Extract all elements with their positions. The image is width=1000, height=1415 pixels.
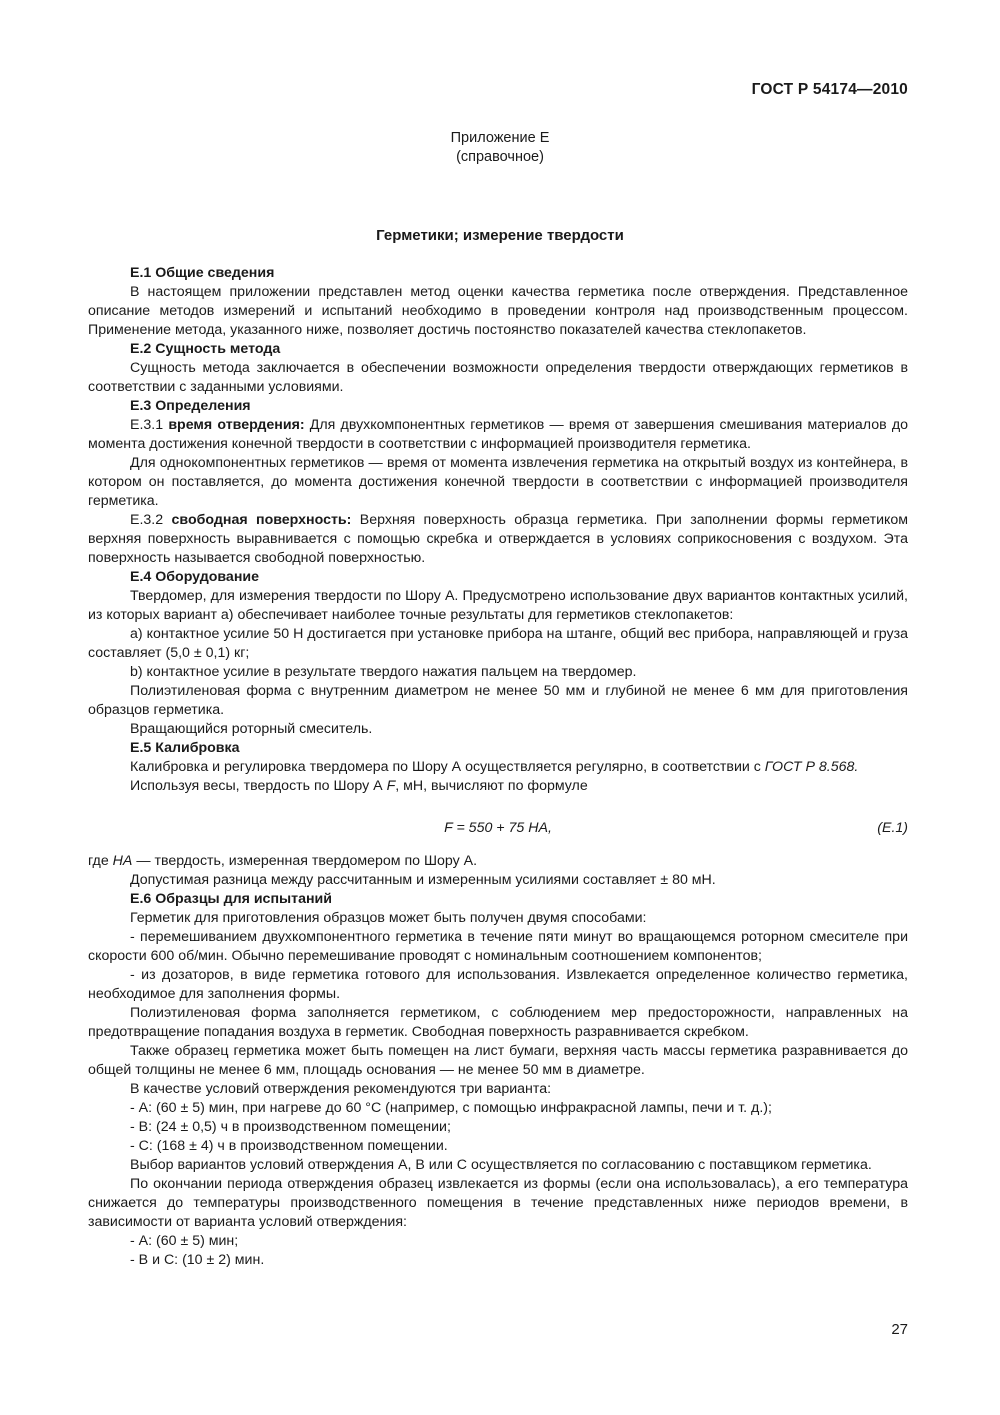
section-heading: Е.2 Сущность метода [130,341,281,357]
definition-text: Для двухкомпонентных герметиков — время от завершения смешивания материалов до момента достижения конечной твердости в соответствии с информацией производителя герметика. [88,417,908,452]
paragraph: Для однокомпонентных герметиков — время от момента извлечения герметика на открытый воздух из контейнера, в котором он поставляется, до момента достижения конечной твердости в соответствии с информацией производителя герметика. [88,455,908,509]
list-item: - из дозаторов, в виде герметика готового для использования. Извлекается определенное количество герметика, необходимое для заполнения формы. [88,967,908,1002]
definition-number: Е.3.1 [130,417,169,433]
paragraph: Полиэтиленовая форма заполняется герметиком, с соблюдением мер предосторожности, направленных на предотвращение попадания воздуха в герметик. Свободная поверхность разравнивается скребком. [88,1005,908,1040]
document-title: Герметики; измерение твердости [376,227,624,244]
text-run: где [88,853,113,869]
paragraph: Твердомер, для измерения твердости по Шору А. Предусмотрено использование двух вариантов контактных усилий, из которых вариант а) обеспечивает наиболее точные результаты для герметиков стеклопакетов: [88,588,908,623]
paragraph [88,758,908,777]
list-item: - С: (168 ± 4) ч в производственном помещении. [130,1138,448,1154]
document-body [88,264,908,1270]
section-heading: Е.5 Калибровка [130,740,240,756]
definition [88,511,908,568]
section-heading: Е.4 Оборудование [130,569,259,585]
list-item: - В: (24 ± 0,5) ч в производственном помещении; [130,1119,451,1135]
formula-block [88,819,908,838]
definition-term: время отвердения: [168,417,305,433]
variable: F [386,778,396,794]
annex-header [0,129,1000,167]
standard-designation: ГОСТ Р 54174—2010 [751,81,908,98]
paragraph: В качестве условий отверждения рекомендуются три варианта: [130,1081,552,1097]
definition-text: Верхняя поверхность образца герметика. При заполнении формы герметиком верхняя поверхность выравнивается с помощью скребка и отверждается в условиях соприкосновения с воздухом. Эта поверхность называется свободной поверхностью. [88,512,908,566]
list-item: b) контактное усилие в результате твердого нажатия пальцем на твердомер. [130,664,637,680]
formula-number: (Е.1) [877,820,908,836]
formula: F = 550 + 75 HA, [444,820,552,836]
annex-title: Приложение Е [450,130,550,146]
paragraph: Выбор вариантов условий отверждения А, В или С осуществляется по согласованию с поставщиком герметика. [130,1157,872,1173]
text-run: — твердость, измеренная твердомером по Шору А. [132,853,478,869]
section-heading: Е.6 Образцы для испытаний [130,891,332,907]
paragraph: Вращающийся роторный смеситель. [130,721,373,737]
list-item: - А: (60 ± 5) мин; [130,1233,239,1249]
text-run: Калибровка и регулировка твердомера по Шору А осуществляется регулярно, в соответствии с [130,759,765,775]
list-item: - В и С: (10 ± 2) мин. [130,1252,265,1268]
text-run: Используя весы, твердость по Шору А [130,778,387,794]
paragraph [88,852,908,871]
paragraph: Полиэтиленовая форма с внутренним диаметром не менее 50 мм и глубиной не менее 6 мм для приготовления образцов герметика. [88,683,908,718]
paragraph: В настоящем приложении представлен метод оценки качества герметика после отверждения. Представленное описание методов измерений и испытаний необходимо в проведении контроля над производственным процессом. Применение метода, указанного ниже, позволяет достичь постоянство показателей качества стеклопакетов. [88,284,908,338]
definition [88,416,908,454]
paragraph: По окончании периода отверждения образец извлекается из формы (если она использовалась), а его температура снижается до температуры производственного помещения в течение представленных ниже периодов времени, в зависимости от варианта условий отверждения: [88,1176,908,1230]
paragraph [88,777,908,796]
list-item: - перемешиванием двухкомпонентного герметика в течение пяти минут во вращающемся роторном смесителе при скорости 600 об/мин. Обычно перемешивание проводят с номинальным соотношением компонентов; [88,929,908,964]
section-heading: Е.1 Общие сведения [130,265,275,281]
list-item: а) контактное усилие 50 Н достигается при установке прибора на штанге, общий вес прибора, направляющей и груза составляет (5,0 ± 0,1) кг; [88,626,908,661]
variable: НА [112,853,133,869]
paragraph: Допустимая разница между рассчитанным и измеренным усилиями составляет ± 80 мН. [130,872,716,888]
paragraph: Также образец герметика может быть помещен на лист бумаги, верхняя часть массы герметика разравнивается до общей толщины не менее 6 мм, площадь основания — не менее 50 мм в диаметре. [88,1043,908,1078]
definition-number: Е.3.2 [130,512,172,528]
list-item: - А: (60 ± 5) мин, при нагреве до 60 °С (например, с помощью инфракрасной лампы, печи и т. д.); [130,1100,772,1116]
paragraph: Сущность метода заключается в обеспечении возможности определения твердости отверждающих герметиков в соответствии с заданными условиями. [88,360,908,395]
paragraph: Герметик для приготовления образцов может быть получен двумя способами: [130,910,647,926]
annex-type: (справочное) [456,149,544,165]
definition-term: свободная поверхность: [171,512,352,528]
text-run: , мН, вычисляют по формуле [395,778,588,794]
section-heading: Е.3 Определения [130,398,251,414]
page-number: 27 [891,1321,908,1338]
standard-reference: ГОСТ Р 8.568. [764,759,859,775]
